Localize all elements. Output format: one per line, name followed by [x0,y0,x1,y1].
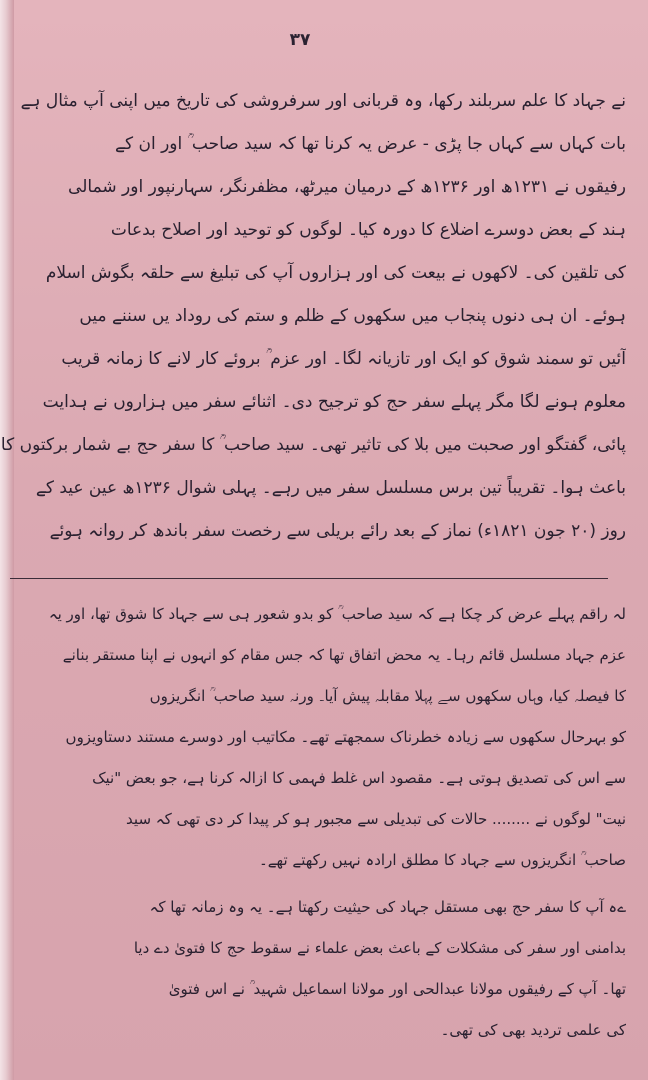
footnote-line: ےہ آپ کا سفر حج بھی مستقل جہاد کی حیثیت رکھتا ہے۔ یہ وہ زمانہ تھا کہ [149,898,626,916]
footnote-line: صاحب ؒ انگریزوں سے جہاد کا مطلق ارادہ نہیں رکھتے تھے۔ [258,851,626,869]
footnote-line: تھا۔ آپ کے رفیقوں مولانا عبدالحی اور مولانا اسماعیل شہید ؒ نے اس فتویٰ [168,980,626,998]
main-text-line: باعث ہوا۔ تقریباً تین برس مسلسل سفر میں رہے۔ پہلی شوال ۱۲۳۶ھ عین عید کے [35,478,626,498]
main-text-line: روز (۲۰ جون ۱۸۲۱ء) نماز کے بعد رائے بریلی سے رخصت سفر باندھ کر روانہ ہوئے [49,521,626,541]
footnote-line: سے اس کی تصدیق ہوتی ہے۔ مقصود اس غلط فہمی کا ازالہ کرنا ہے، جو بعض "نیک [92,769,626,787]
main-text-line: نے جہاد کا علم سربلند رکھا، وہ قربانی اور سرفروشی کی تاریخ میں اپنی آپ مثال ہے [20,91,626,111]
page-number: ۳۷ [289,30,311,50]
main-text-line: آئیں تو سمند شوق کو ایک اور تازیانہ لگا۔ اور عزم ؒ بروئے کار لانے کا زمانہ قریب [61,349,626,369]
footnote-line: بدامنی اور سفر کی مشکلات کے باعث بعض علماء نے سقوط حج کا فتویٰ دے دیا [133,939,626,957]
footnote-line: عزم جہاد مسلسل قائم رہا۔ یہ محض اتفاق تھا کہ جس مقام کو انہوں نے اپنا مستقر بنانے [62,646,626,664]
main-text-line: رفیقوں نے ۱۲۳۱ھ اور ۱۲۳۶ھ کے درمیان میرٹھ، مظفرنگر، سہارنپور اور شمالی [68,177,626,197]
footnote-line: کو بہرحال سکھوں سے زیادہ خطرناک سمجھتے تھے۔ مکاتیب اور دوسرے مستند دستاویزوں [65,728,626,746]
footnote-line: کا فیصلہ کیا، وہاں سکھوں سے پہلا مقابلہ پیش آیا۔ ورنہ سید صاحب ؒ انگریزوں [149,687,626,705]
footnote-line: لہ راقم پہلے عرض کر چکا ہے کہ سید صاحب ؒ کو بدو شعور ہی سے جہاد کا شوق تھا، اور یہ [48,605,626,623]
main-text-line: معلوم ہونے لگا مگر پہلے سفر حج کو ترجیح دی۔ اثنائے سفر میں ہزاروں نے ہدایت [42,392,626,412]
footnote-line: نیت" لوگوں نے ........ حالات کی تبدیلی سے مجبور ہو کر پیدا کر دی تھی کہ سید [126,810,626,828]
main-text-line: کی تلقین کی۔ لاکھوں نے بیعت کی اور ہزاروں آپ کی تبلیغ سے حلقہ بگوش اسلام [45,263,626,283]
main-text-line: پائی، گفتگو اور صحبت میں بلا کی تاثیر تھی۔ سید صاحب ؒ کا سفر حج بے شمار برکتوں کا [0,435,626,455]
main-text-line: ہند کے بعض دوسرے اضلاع کا دورہ کیا۔ لوگوں کو توحید اور اصلاح بدعات [110,220,626,240]
main-text-line: بات کہاں سے کہاں جا پڑی - عرض یہ کرنا تھا کہ سید صاحب ؒ اور ان کے [115,134,626,154]
footnote-line: کی علمی تردید بھی کی تھی۔ [440,1021,626,1039]
main-text-line: ہوئے۔ ان ہی دنوں پنجاب میں سکھوں کے ظلم و ستم کی روداد یں سننے میں [79,306,626,326]
page-binding-edge [0,0,14,1080]
footnote-divider [10,578,608,579]
